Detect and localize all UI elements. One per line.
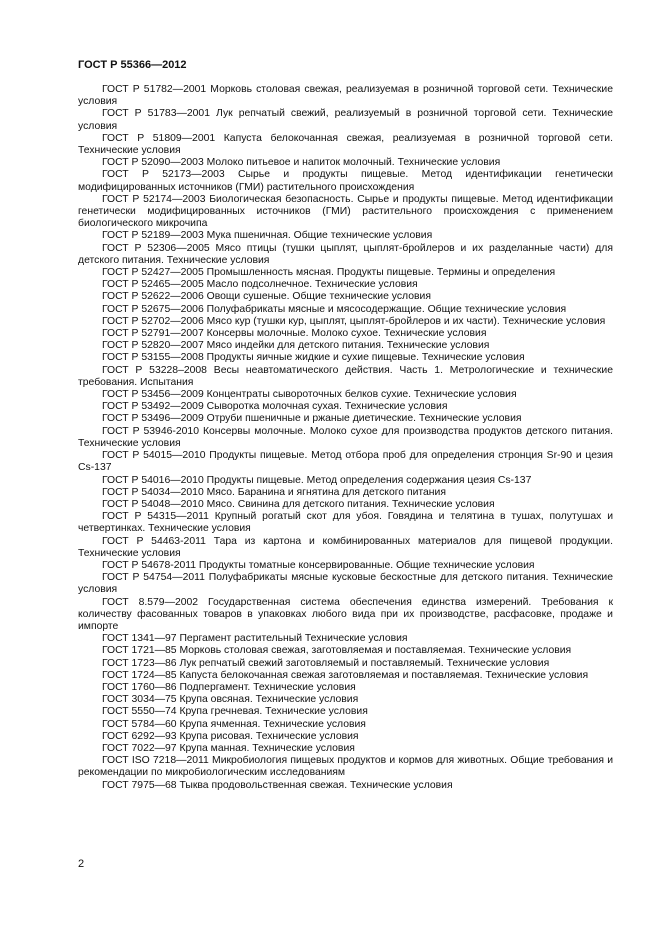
reference-entry: ГОСТ Р 52465—2005 Масло подсолнечное. Технические условия: [102, 279, 418, 291]
reference-entry: ГОСТ Р 53456—2009 Концентраты сывороточных белков сухие. Технические условия: [102, 389, 517, 401]
reference-entry: ГОСТ Р 54315—2011 Крупный рогатый скот для убоя. Говядина и телятина в тушах, полутушах и четвертинках. Технические условия: [78, 511, 613, 535]
reference-entry: ГОСТ Р 52189—2003 Мука пшеничная. Общие технические условия: [102, 230, 433, 242]
reference-entry: ГОСТ 3034—75 Крупа овсяная. Технические условия: [102, 694, 359, 706]
reference-entry: ГОСТ 8.579—2002 Государственная система обеспечения единства измерений. Требования к количеству фасованных товаров в упаковках любого вида при их производстве, расфасовке, продаже и импорте: [78, 596, 613, 632]
reference-entry: ГОСТ Р 52090—2003 Молоко питьевое и напиток молочный. Технические условия: [102, 157, 501, 169]
page-header-title: ГОСТ Р 55366—2012: [78, 59, 187, 71]
reference-entry: ГОСТ Р 54034—2010 Мясо. Баранина и ягнятина для детского питания: [102, 486, 446, 498]
reference-entry: ГОСТ 1723—86 Лук репчатый свежий заготовляемый и поставляемый. Технические условия: [102, 657, 550, 669]
reference-entry: ГОСТ Р 52622—2006 Овощи сушеные. Общие технические условия: [102, 291, 431, 303]
reference-entry: ГОСТ Р 53155—2008 Продукты яичные жидкие и сухие пищевые. Технические условия: [102, 352, 525, 364]
reference-entry: ГОСТ 1341—97 Пергамент растительный Технические условия: [102, 633, 408, 645]
reference-entry: ГОСТ Р 52174—2003 Биологическая безопасность. Сырье и продукты пищевые. Метод идентификации генетически модифицированных источников (ГМИ) растительного происхождения с применением биологического микрочипа: [78, 193, 613, 230]
reference-entry: ГОСТ 5784—60 Крупа ячменная. Технические условия: [102, 718, 366, 730]
reference-entry: ГОСТ Р 52791—2007 Консервы молочные. Молоко сухое. Технические условия: [102, 328, 487, 340]
reference-entry: ГОСТ Р 54754—2011 Полуфабрикаты мясные кусковые бескостные для детского питания. Технические условия: [78, 572, 613, 596]
reference-list: [78, 84, 613, 792]
reference-entry: ГОСТ Р 51809—2001 Капуста белокочанная свежая, реализуемая в розничной торговой сети. Технические условия: [78, 132, 613, 157]
reference-entry: ГОСТ 1721—85 Морковь столовая свежая, заготовляемая и поставляемая. Технические условия: [102, 645, 572, 657]
reference-entry: ГОСТ Р 52675—2006 Полуфабрикаты мясные и мясосодержащие. Общие технические условия: [102, 303, 567, 315]
reference-entry: ГОСТ Р 54463-2011 Тара из картона и комбинированных материалов для пищевой продукции. Технические условия: [78, 535, 613, 559]
reference-entry: ГОСТ Р 52820—2007 Мясо индейки для детского питания. Технические условия: [102, 340, 490, 352]
reference-entry: ГОСТ Р 53946-2010 Консервы молочные. Молоко сухое для производства продуктов детского питания. Технические условия: [78, 425, 613, 449]
reference-entry: ГОСТ Р 53228–2008 Весы неавтоматического действия. Часть 1. Метрологические и технические требования. Испытания: [78, 364, 613, 388]
reference-entry: ГОСТ 7975—68 Тыква продовольственная свежая. Технические условия: [102, 779, 453, 791]
reference-entry: ГОСТ Р 54016—2010 Продукты пищевые. Метод определения содержания цезия Cs-137: [102, 474, 532, 486]
reference-entry: ГОСТ 1724—85 Капуста белокочанная свежая заготовляемая и поставляемая. Технические условия: [102, 669, 589, 681]
reference-entry: ГОСТ Р 51782—2001 Морковь столовая свежая, реализуемая в розничной торговой сети. Технические условия: [78, 84, 613, 108]
reference-entry: ГОСТ Р 52173—2003 Сырье и продукты пищевые. Метод идентификации генетически модифицированных источников (ГМИ) растительного происхождения: [78, 169, 613, 193]
reference-entry: ГОСТ Р 52306—2005 Мясо птицы (тушки цыплят, цыплят-бройлеров и их разделанные части) для детского питания. Технические условия: [78, 242, 613, 266]
reference-entry: ГОСТ 6292—93 Крупа рисовая. Технические условия: [102, 730, 359, 742]
reference-entry: ГОСТ Р 53496—2009 Отруби пшеничные и ржаные диетические. Технические условия: [102, 413, 522, 425]
reference-entry: ГОСТ Р 51783—2001 Лук репчатый свежий, реализуемый в розничной торговой сети. Технические условия: [78, 108, 613, 132]
reference-entry: ГОСТ Р 52427—2005 Промышленность мясная. Продукты пищевые. Термины и определения: [102, 267, 556, 279]
reference-entry: ГОСТ Р 54015—2010 Продукты пищевые. Метод отбора проб для определения стронция Sr-90 и цезия Cs-137: [78, 450, 613, 474]
reference-entry: ГОСТ Р 54678-2011 Продукты томатные консервированные. Общие технические условия: [102, 559, 535, 571]
reference-entry: ГОСТ 5550—74 Крупа гречневая. Технические условия: [102, 706, 368, 718]
reference-entry: ГОСТ Р 52702—2006 Мясо кур (тушки кур, цыплят, цыплят-бройлеров и их части). Технические условия: [102, 315, 606, 327]
reference-entry: ГОСТ Р 54048—2010 Мясо. Свинина для детского питания. Технические условия: [102, 498, 495, 510]
reference-entry: ГОСТ ISO 7218—2011 Микробиология пищевых продуктов и кормов для животных. Общие требования и рекомендации по микробиологическим исследованиям: [78, 755, 613, 779]
page-number: 2: [78, 858, 85, 870]
reference-entry: ГОСТ 7022—97 Крупа манная. Технические условия: [102, 742, 355, 754]
reference-entry: ГОСТ Р 53492—2009 Сыворотка молочная сухая. Технические условия: [102, 401, 448, 413]
reference-entry: ГОСТ 1760—86 Подпергамент. Технические условия: [102, 681, 356, 693]
